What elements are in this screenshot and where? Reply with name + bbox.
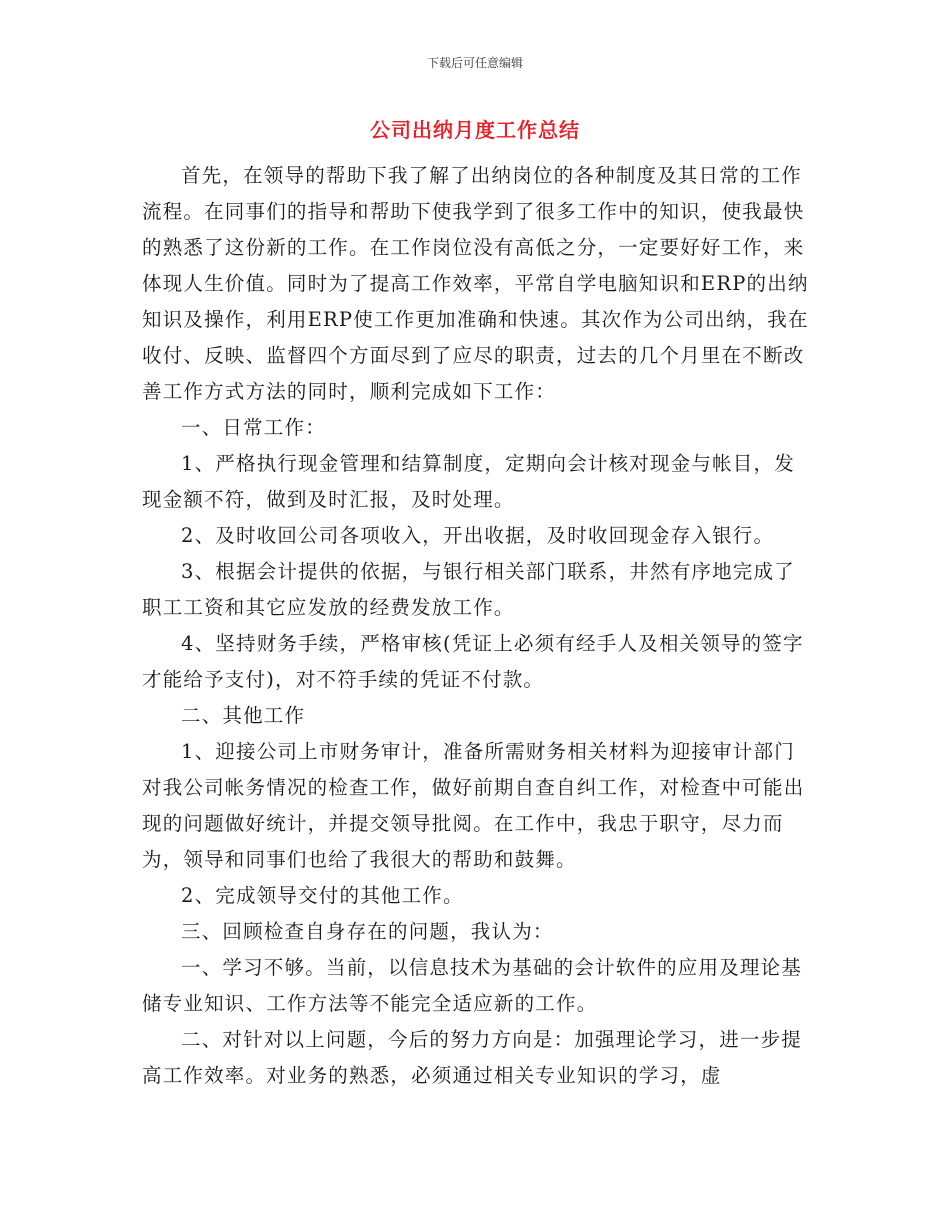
paragraph-item: 二、对针对以上问题，今后的努力方向是：加强理论学习，进一步提高工作效率。对业务的熟悉，必须通过相关专业知识的学习，虚 [142,1028,803,1087]
paragraph-item: 4、坚持财务手续，严格审核(凭证上必须有经手人及相关领导的签字才能给予支付)，对不符手续的凭证不付款。 [142,632,804,691]
paragraph-intro: 首先，在领导的帮助下我了解了出纳岗位的各种制度及其日常的工作流程。在同事们的指导和帮助下使我学到了很多工作中的知识，使我最快的熟悉了这份新的工作。在工作岗位没有高低之分，一定要好好工作，来体现人生价值。同时为了提高工作效率，平常自学电脑知识和ERP的出纳知识及操作，利用ERP使工作更加准确和快速。其次作为公司出纳，我在收付、反映、监督四个方面尽到了应尽的职责，过去的几个月里在不断改善工作方式方法的同时，顺利完成如下工作： [142,164,809,403]
section-heading-review: 三、回顾检查自身存在的问题，我认为： [181,920,554,943]
document-body [142,158,814,1094]
header-note: 下载后可任意编辑 [426,56,523,70]
section-heading-daily-work: 一、日常工作： [181,416,326,439]
paragraph-item: 1、严格执行现金管理和结算制度，定期向会计核对现金与帐目，发现金额不符，做到及时汇报，及时处理。 [142,452,795,511]
section-heading-other-work: 二、其他工作 [181,704,306,727]
document-title: 公司出纳月度工作总结 [370,118,580,142]
paragraph-item: 2、完成领导交付的其他工作。 [181,884,464,907]
paragraph-item: 1、迎接公司上市财务审计，准备所需财务相关材料为迎接审计部门对我公司帐务情况的检查工作，做好前期自查自纠工作，对检查中可能出现的问题做好统计，并提交领导批阅。在工作中，我忠于职守，尽力而为，领导和同事们也给了我很大的帮助和鼓舞。 [142,740,805,871]
paragraph-item: 2、及时收回公司各项收入，开出收据，及时收回现金存入银行。 [181,524,775,547]
paragraph-item: 3、根据会计提供的依据，与银行相关部门联系，井然有序地完成了职工工资和其它应发放的经费发放工作。 [142,560,795,619]
paragraph-item: 一、学习不够。当前，以信息技术为基础的会计软件的应用及理论基储专业知识、工作方法等不能完全适应新的工作。 [142,956,803,1015]
